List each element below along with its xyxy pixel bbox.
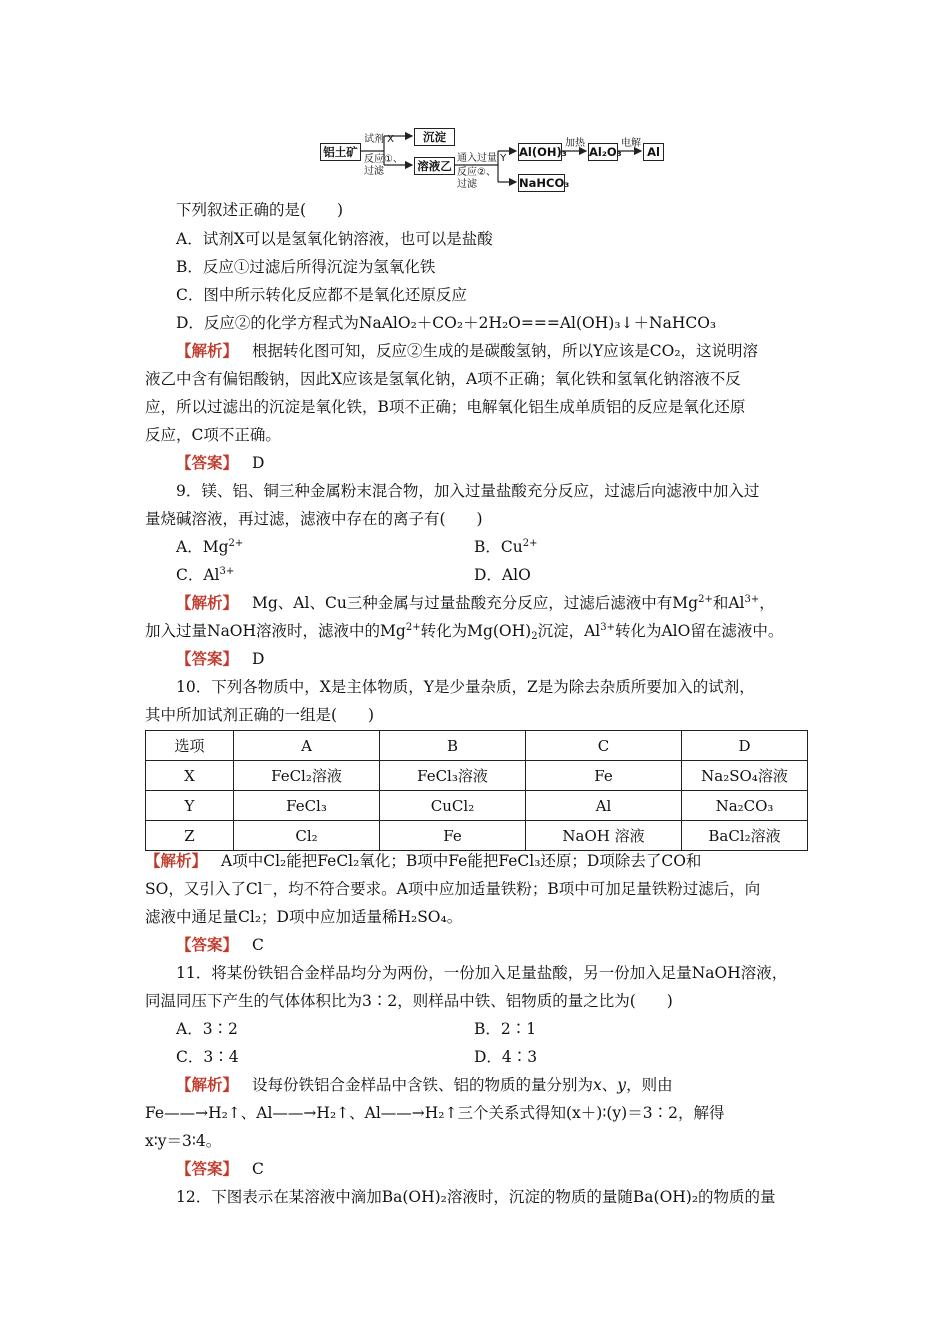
- q10-analysis-line3: 滤液中通足量Cl₂；D项中应加适量稀H₂SO₄。: [145, 908, 463, 926]
- q9-analysis-text2a: 加入过量NaOH溶液时，滤液中的Mg: [145, 622, 406, 640]
- table-cell: FeCl₂溶液: [234, 761, 380, 791]
- q11-stem-line2: 同温同压下产生的气体体积比为3∶2，则样品中铁、铝物质的量之比为( ): [145, 992, 673, 1010]
- q9-analysis-line1: 【解析】 Mg、Al、Cu三种金属与过量盐酸充分反应，过滤后滤液中有$Mg^{2+}$和$Al^{3+}$，: [176, 593, 775, 612]
- filter1-label: 过滤: [364, 166, 384, 177]
- q9-analysis-text2b: 转化为Mg(OH): [420, 622, 532, 640]
- q10-answer: [176, 935, 264, 955]
- heat-label: 加热: [565, 138, 585, 149]
- aloh3-box: Al(OH)₃: [519, 145, 567, 159]
- q10-table: [145, 730, 808, 851]
- mg-charge: 2+: [698, 594, 713, 605]
- pass-y-label: 通入过量 Y: [457, 153, 507, 164]
- q8-answer-value: D: [252, 454, 265, 472]
- al-charge: 3+: [744, 594, 760, 605]
- q11-option-a: A．3∶2: [176, 1020, 238, 1038]
- q11-analysis-line1: [176, 1075, 673, 1095]
- q9-analysis-text2c: 沉淀，Al: [537, 622, 601, 640]
- mg-charge: 2+: [405, 622, 421, 633]
- q10-analysis-line2: SO，又引入了Cl－，均不符合要求。A项中应加适量铁粉；B项中可加足量铁粉过滤后，向: [145, 880, 761, 898]
- nahco3-box: NaHCO₃: [519, 176, 570, 190]
- table-cell: Y: [146, 791, 234, 821]
- table-cell: Na₂CO₃: [682, 791, 808, 821]
- answer-label: 【答案】: [176, 1159, 239, 1178]
- q9-option-a-charge: 2+: [228, 538, 244, 549]
- answer-label: 【答案】: [176, 453, 239, 472]
- q8-analysis-line3: 应，所以过滤出的沉淀是氧化铁，B项不正确；电解氧化铝生成单质铝的反应是氧化还原: [145, 398, 746, 416]
- table-cell: CuCl₂: [380, 791, 526, 821]
- q8-analysis-line4: 反应，C项不正确。: [145, 426, 281, 444]
- q10-answer-value: C: [252, 936, 264, 954]
- table-row: [146, 791, 808, 821]
- table-cell: BaCl₂溶液: [682, 821, 808, 851]
- q9-option-a: [176, 537, 243, 557]
- table-cell: C: [526, 731, 682, 761]
- q8-option-b: B．反应①过滤后所得沉淀为氢氧化铁: [176, 258, 436, 276]
- q11-option-c: C．3∶4: [176, 1048, 239, 1066]
- table-cell: Z: [146, 821, 234, 851]
- q11-analysis-line3: x∶y＝3∶4。: [145, 1132, 222, 1150]
- analysis-label: 【解析】: [176, 593, 239, 612]
- reagent-x-label: 试剂 X: [364, 134, 395, 145]
- q9-option-c-text: C．Al: [176, 566, 220, 584]
- table-row: [146, 761, 808, 791]
- q11-option-b: B．2∶1: [474, 1020, 537, 1038]
- reaction2-label: 反应②、: [457, 167, 496, 178]
- q9-analysis-text1a: Mg、Al、Cu三种金属与过量盐酸充分反应，过滤后滤液中有Mg: [252, 594, 699, 612]
- q9-option-b-charge: 2+: [522, 538, 538, 549]
- analysis-label: 【解析】: [145, 851, 208, 870]
- precipitate-box: 沉淀: [414, 128, 455, 146]
- table-cell: B: [380, 731, 526, 761]
- q8-option-c: C．图中所示转化反应都不是氧化还原反应: [176, 286, 467, 304]
- q8-option-a: A．试剂X可以是氢氧化钠溶液，也可以是盐酸: [176, 230, 493, 248]
- table-row: [146, 821, 808, 851]
- q9-option-b-text: B．Cu: [474, 538, 523, 556]
- q8-analysis-text1: 根据转化图可知，反应②生成的是碳酸氢钠，所以Y应该是CO₂，这说明溶: [252, 342, 759, 360]
- q10-analysis-text2a: SO，又引入了Cl: [145, 880, 263, 898]
- q9-stem-line1: 9．镁、铝、铜三种金属粉末混合物，加入过量盐酸充分反应，过滤后向滤液中加入过: [176, 482, 760, 500]
- q9-analysis-text1b: 和Al: [712, 594, 745, 612]
- q11-stem-line1: 11．将某份铁铝合金样品均分为两份，一份加入足量盐酸，另一份加入足量NaOH溶液，: [176, 964, 788, 982]
- q11-analysis-sep: 、: [601, 1076, 618, 1094]
- q8-stem: 下列叙述正确的是( ): [176, 201, 344, 219]
- q9-option-b: [474, 537, 537, 557]
- q10-stem-line1: 10．下列各物质中，X是主体物质，Y是少量杂质，Z是为除去杂质所要加入的试剂，: [176, 678, 755, 696]
- electrolysis-label: 电解: [621, 138, 641, 149]
- var-y: y: [617, 1076, 627, 1094]
- q11-answer-value: C: [252, 1160, 264, 1178]
- answer-label: 【答案】: [176, 649, 239, 668]
- answer-label: 【答案】: [176, 935, 239, 954]
- q11-analysis-text1e: ，则由: [626, 1076, 673, 1094]
- table-cell: Fe: [526, 761, 682, 791]
- q12-stem: 12．下图表示在某溶液中滴加Ba(OH)₂溶液时，沉淀的物质的量随Ba(OH)₂的物质的量: [176, 1188, 776, 1206]
- al-charge: 3+: [600, 622, 615, 633]
- q11-analysis-line2: Fe——→H₂↑、Al——→H₂↑、Al——→H₂↑三个关系式得知(x＋)∶(y)＝3∶2，解得: [145, 1104, 725, 1122]
- q10-analysis-text2b: ，均不符合要求。A项中应加适量铁粉；B项中可加足量铁粉过滤后，向: [272, 880, 761, 898]
- q11-answer: [176, 1159, 264, 1179]
- table-cell: FeCl₃: [234, 791, 380, 821]
- q9-option-c: [176, 565, 234, 585]
- table-cell: 选项: [146, 731, 234, 761]
- q11-analysis-text1a: 设每份铁铝合金样品中含铁、铝的物质的量分别为: [252, 1076, 594, 1094]
- q9-answer-value: D: [252, 650, 265, 668]
- q9-option-d: D．AlO: [474, 566, 531, 584]
- table-cell: A: [234, 731, 380, 761]
- table-cell: X: [146, 761, 234, 791]
- q8-option-d: D．反应②的化学方程式为NaAlO₂＋CO₂＋2H₂O===Al(OH)₃↓＋NaHCO₃: [176, 314, 717, 332]
- analysis-label: 【解析】: [176, 1075, 239, 1094]
- analysis-label: 【解析】: [176, 341, 239, 360]
- table-cell: Cl₂: [234, 821, 380, 851]
- q10-stem-line2: 其中所加试剂正确的一组是( ): [145, 706, 375, 724]
- q10-analysis-text1: A项中Cl₂能把FeCl₂氧化；B项中Fe能把FeCl₃还原；D项除去了CO和: [221, 852, 702, 870]
- q9-analysis-line2: 加入过量NaOH溶液时，滤液中的$Mg^{2+}$转化为$Mg(OH)_2$沉淀，$Al^{3+}$转化为AlO留在滤液中。: [145, 622, 784, 642]
- q9-stem-line2: 量烧碱溶液，再过滤，滤液中存在的离子有( ): [145, 510, 483, 528]
- table-cell: Na₂SO₄溶液: [682, 761, 808, 791]
- q8-analysis-line1: [176, 341, 758, 361]
- var-x: x: [593, 1076, 602, 1094]
- al2o3-box: Al₂O₃: [589, 145, 622, 159]
- q9-analysis-text2d: 转化为AlO留在滤液中。: [614, 622, 784, 640]
- q8-answer: [176, 453, 264, 473]
- q9-option-a-text: A．Mg: [176, 538, 229, 556]
- q9-option-c-charge: 3+: [219, 566, 235, 577]
- ore-box: 铝土矿: [320, 143, 361, 161]
- table-cell: D: [682, 731, 808, 761]
- al-box: Al: [643, 143, 664, 161]
- table-cell: Fe: [380, 821, 526, 851]
- solution-b-box: 溶液乙: [414, 157, 455, 175]
- reaction1-label: 反应①、: [364, 154, 403, 165]
- q9-answer: [176, 649, 264, 669]
- q11-option-d: D．4∶3: [474, 1048, 538, 1066]
- table-cell: NaOH 溶液: [526, 821, 682, 851]
- table-row: [146, 731, 808, 761]
- q8-analysis-line2: 液乙中含有偏铝酸钠，因此X应该是氢氧化钠，A项不正确；氧化铁和氢氧化钠溶液不反: [145, 370, 741, 388]
- table-cell: Al: [526, 791, 682, 821]
- filter2-label: 过滤: [457, 179, 477, 190]
- q10-analysis-line1: [145, 851, 701, 871]
- table-cell: FeCl₃溶液: [380, 761, 526, 791]
